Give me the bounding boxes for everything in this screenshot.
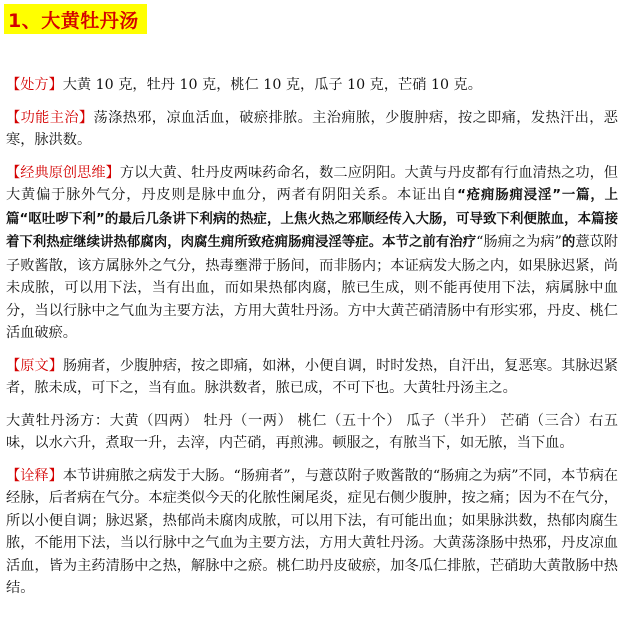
classic-text-3: 薏苡附子败酱散，该方属脉外之气分，热毒壅滞于肠间，而非肠内；本证病发大肠之内，如果脉迟紧，尚未成脓，可以用下法，当有出血，而如果热郁肉腐，脓已生成，则不能再使用下法，病属脉中血分，当以行脉中之气血为主要方法，方用大黄牡丹汤。方中大黄芒硝清肠中有形实邪，丹皮、桃仁活血破瘀。 xyxy=(6,234,618,341)
original-label: 【原文】 xyxy=(6,357,63,374)
original-paragraph xyxy=(6,355,618,400)
function-paragraph xyxy=(6,107,618,152)
prescription-paragraph xyxy=(6,74,618,97)
function-label: 【功能主治】 xyxy=(6,109,94,126)
classic-paragraph xyxy=(6,162,618,345)
explanation-text: 本节讲痈脓之病发于大肠。“肠痈者”，与薏苡附子败酱散的“肠痈之为病”不同，本节病在经脉，后者病在气分。本症类似今天的化脓性阑尾炎，症见右侧少腹肿，按之痛；因为不在气分，所以小便自调；脉迟紧，热郁尚未腐肉成脓，可以用下法，有可能出血；如果脉洪数，热郁肉腐生脓，不能用下法，当以行脉中之气血为主要方法，方用大黄牡丹汤。大黄荡涤肠中热邪，丹皮凉血活血，皆为主药清肠中之热，解脉中之瘀。桃仁助丹皮破瘀，加冬瓜仁排脓，芒硝助大黄散肠中热结。 xyxy=(6,467,618,596)
recipe-paragraph xyxy=(6,410,618,455)
classic-bold-1: “疮痈肠痈浸淫”一篇，上篇“呕吐哕下利”的最后几条讲下利病的热症，上焦火热之邪顺经传入大肠，可导致下利便脓血，本篇接着下利热症继续讲热郁腐肉，肉腐生痈所致疮痈肠痈浸淫等症。本节之前有治疗 xyxy=(6,188,618,250)
article-body xyxy=(6,74,618,610)
explanation-paragraph xyxy=(6,465,618,600)
prescription-label: 【处方】 xyxy=(6,77,63,93)
title-bar xyxy=(4,4,147,34)
function-text: 荡涤热邪，凉血活血，破瘀排脓。主治痈脓，少腹肿痞，按之即痛，发热汗出，恶寒，脉洪数。 xyxy=(6,109,618,148)
classic-label: 【经典原创思维】 xyxy=(6,164,120,181)
classic-bold-2: 的 xyxy=(561,235,576,250)
classic-text-2: “肠痈之为病” xyxy=(476,234,562,250)
recipe-text: 大黄牡丹汤方：大黄（四两） 牡丹（一两） 桃仁（五十个） 瓜子（半升） 芒硝（三合）右五味，以水六升，煮取一升，去滓，内芒硝，再煎沸。顿服之，有脓当下，如无脓，当下血。 xyxy=(6,412,618,451)
prescription-text: 大黄 10 克，牡丹 10 克，桃仁 10 克，瓜子 10 克，芒硝 10 克。 xyxy=(62,77,482,93)
explanation-label: 【诠释】 xyxy=(6,467,63,484)
original-text: 肠痈者，少腹肿痞，按之即痛，如淋，小便自调，时时发热，自汗出，复恶寒。其脉迟紧者，脓未成，可下之，当有血。脉洪数者，脓已成，不可下也。大黄牡丹汤主之。 xyxy=(6,357,618,396)
classic-text-1: 方以大黄、牡丹皮两味药命名，数二应阴阳。大黄与丹皮都有行血清热之功，但大黄偏于脉外气分，丹皮则是脉中血分，两者有阴阳关系。本证出自 xyxy=(6,164,618,203)
page-title: 1、大黄牡丹汤 xyxy=(8,9,139,32)
